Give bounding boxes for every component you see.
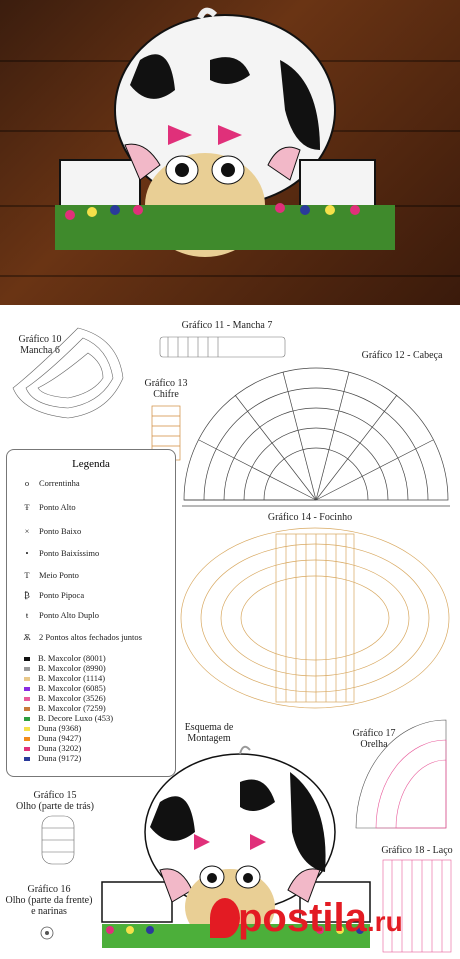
chart-15-title: Gráfico 15 Olho (parte de trás) bbox=[15, 790, 95, 812]
color-swatch bbox=[24, 677, 30, 681]
slip-stitch-icon: • bbox=[25, 548, 29, 558]
popcorn-stitch-icon: ₿ bbox=[24, 590, 30, 600]
color-item: B. Maxcolor (8001) bbox=[21, 653, 106, 663]
legend-box bbox=[6, 449, 176, 777]
rug-photo bbox=[0, 0, 460, 305]
chart-10-diagram bbox=[8, 318, 136, 428]
legend-item: Ѫ 2 Pontos altos fechados juntos bbox=[21, 632, 142, 642]
color-swatch bbox=[24, 667, 30, 671]
color-swatch bbox=[24, 747, 30, 751]
color-item: B. Maxcolor (8990) bbox=[21, 663, 106, 673]
color-swatch bbox=[24, 757, 30, 761]
chart-11-title: Gráfico 11 - Mancha 7 bbox=[181, 320, 273, 331]
chart-11-diagram bbox=[158, 333, 288, 361]
montage-title: Esquema de Montagem bbox=[184, 722, 234, 744]
color-item: B. Maxcolor (3526) bbox=[21, 693, 106, 703]
color-swatch bbox=[24, 717, 30, 721]
color-swatch bbox=[24, 707, 30, 711]
legend-item: T Meio Ponto bbox=[21, 570, 79, 580]
color-item: Duna (3202) bbox=[21, 743, 81, 753]
color-swatch bbox=[24, 697, 30, 701]
dc2tog-icon: Ѫ bbox=[23, 632, 31, 642]
single-crochet-icon: × bbox=[24, 526, 30, 536]
chart-14-diagram bbox=[176, 524, 454, 712]
color-swatch bbox=[24, 657, 30, 661]
color-item: Duna (9368) bbox=[21, 723, 81, 733]
chart-15-diagram bbox=[38, 812, 78, 868]
legend-item: • Ponto Baixíssimo bbox=[21, 548, 99, 558]
chart-13-title: Gráfico 13 Chifre bbox=[144, 378, 188, 400]
legend-item: × Ponto Baixo bbox=[21, 526, 81, 536]
legend-item: Ŧ Ponto Alto bbox=[21, 502, 76, 512]
color-item: B. Maxcolor (1114) bbox=[21, 673, 105, 683]
color-item: Duna (9427) bbox=[21, 733, 81, 743]
chart-10-title: Gráfico 10 Mancha 6 bbox=[18, 334, 62, 356]
color-swatch bbox=[24, 737, 30, 741]
chart-12-diagram bbox=[180, 362, 452, 512]
chart-17-diagram bbox=[350, 716, 454, 834]
color-swatch bbox=[24, 727, 30, 731]
color-swatch bbox=[24, 687, 30, 691]
chart-12-title: Gráfico 12 - Cabeça bbox=[361, 350, 443, 361]
legend-title: Legenda bbox=[72, 458, 110, 470]
cow-rug-illustration bbox=[0, 0, 460, 305]
chain-stitch-icon: o bbox=[24, 478, 30, 488]
color-item: B. Maxcolor (7259) bbox=[21, 703, 106, 713]
chart-16-title: Gráfico 16 Olho (parte da frente) e narinas bbox=[5, 884, 93, 917]
treble-crochet-icon: ŧ bbox=[25, 610, 29, 620]
color-item: Duna (9172) bbox=[21, 753, 81, 763]
chart-17-title: Gráfico 17 Orelha bbox=[352, 728, 396, 750]
chart-18-title: Gráfico 18 - Laço bbox=[381, 845, 453, 856]
color-item: B. Decore Luxo (453) bbox=[21, 713, 113, 723]
color-item: B. Maxcolor (6085) bbox=[21, 683, 106, 693]
chart-14-title: Gráfico 14 - Focinho bbox=[267, 512, 353, 523]
legend-item: ŧ Ponto Alto Duplo bbox=[21, 610, 99, 620]
watermark: postila.ru bbox=[238, 896, 403, 940]
half-double-icon: T bbox=[24, 570, 30, 580]
chart-16-diagram bbox=[38, 924, 56, 942]
double-crochet-icon: Ŧ bbox=[24, 502, 30, 512]
legend-item: ₿ Ponto Pipoca bbox=[21, 590, 84, 600]
legend-item: o Correntinha bbox=[21, 478, 80, 488]
postila-logo-icon bbox=[210, 898, 240, 938]
